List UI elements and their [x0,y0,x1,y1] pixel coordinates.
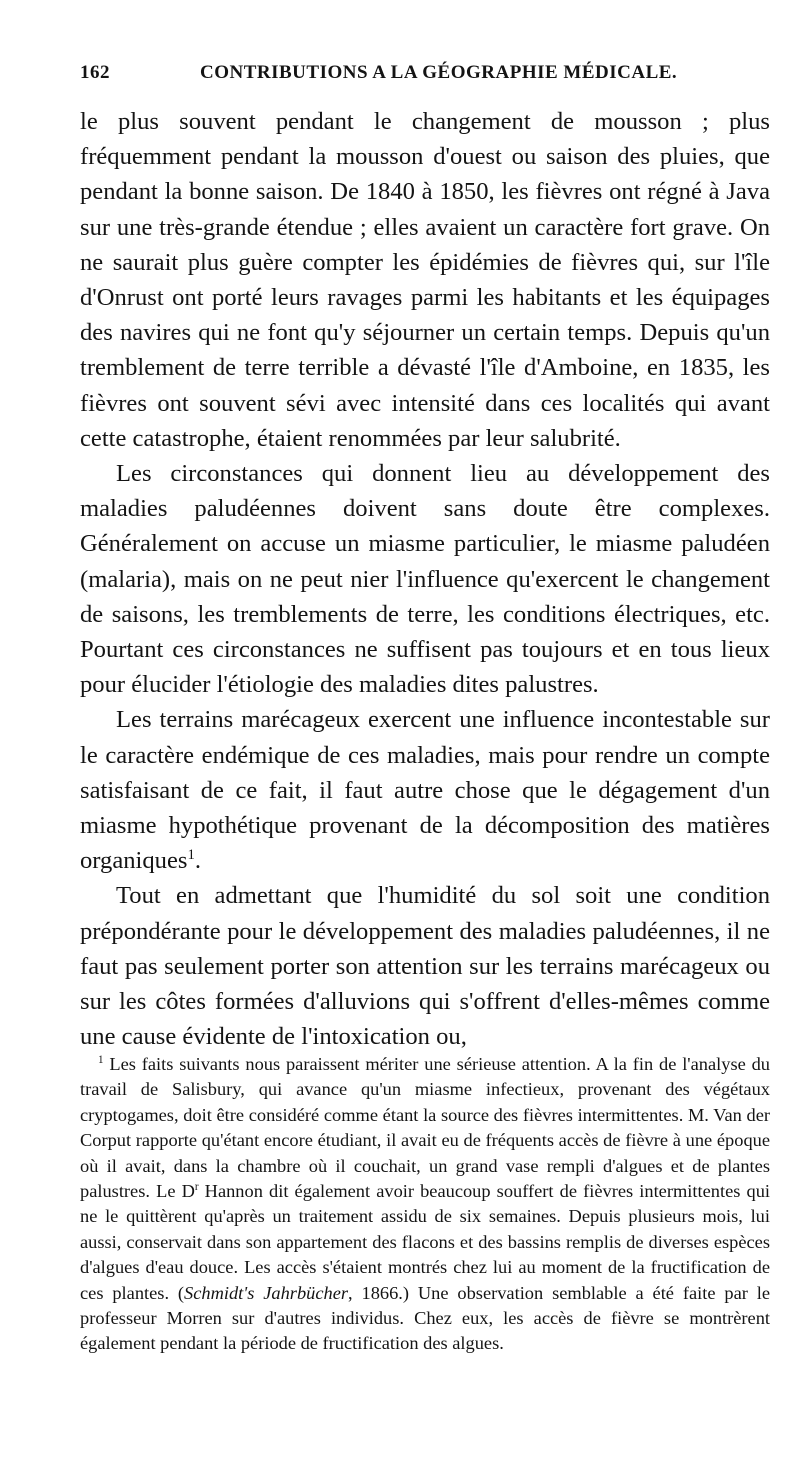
footnote-text-c: , 1866.) Une observation semblable a été faite par le professeur Morren sur d'autres individus. Chez eux, les accès de fièvre se montrèrent également pendant la période de fructification des algues. [80,1282,770,1354]
paragraph-2: Les circonstances qui donnent lieu au développement des maladies paludéennes doivent sans doute être complexes. Généralement on accuse un miasme particulier, le miasme paludéen (malaria), mais on ne peut nier l'influence qu'exercent le changement de saisons, les tremblements de terre, les conditions électriques, etc. Pourtant ces circonstances ne suffisent pas toujours et en tous lieux pour élucider l'étiologie des maladies dites palustres. [80,460,770,699]
main-text [80,104,770,1054]
page-number: 162 [80,62,110,83]
paragraph-1: le plus souvent pendant le changement de mousson ; plus fréquemment pendant la mousson d'ouest ou saison des pluies, que pendant la bonne saison. De 1840 à 1850, les fièvres ont régné à Java sur une très-grande étendue ; elles avaient un caractère fort grave. On ne saurait plus guère compter les épidémies de fièvres qui, sur l'île d'Onrust ont porté leurs ravages parmi les habitants et les équipages des navires qui ne font qu'y séjourner un certain temps. Depuis qu'un tremblement de terre terrible a dévasté l'île d'Amboine, en 1835, les fièvres ont souvent sévi avec intensité dans ces localités qui avant cette catastrophe, étaient renommées par leur salubrité. [80,108,770,452]
footnote-text-a: Les faits suivants nous paraissent mériter une sérieuse attention. A la fin de l'analyse du travail de Salisbury, qui avance qu'un miasme infectieux, provenant des végétaux cryptogames, doit être considéré comme étant la source des fièvres intermittentes. M. Van der Corput rapporte qu'étant encore étudiant, il avait eu de fréquents accès de fièvre à une époque où il avait, dans la chambre où il couchait, un grand vase rempli d'algues et de plantes palustres. Le D [80,1054,770,1202]
paragraph-3 [80,702,770,878]
footnotes [80,1052,770,1357]
doctor-abbrev-sup: r [194,1180,199,1193]
paragraph-3-end: . [194,847,201,875]
footnote-citation: Schmidt's Jahrbücher [184,1282,349,1303]
paragraph-4: Tout en admettant que l'humidité du sol soit une condition prépondérante pour le développement des maladies paludéennes, il ne faut pas seulement porter son attention sur les terrains marécageux ou sur les côtes formées d'alluvions qui s'offrent d'elles-mêmes comme une cause évidente de l'intoxication ou, [80,882,770,1051]
footnote-text-b: Hannon dit également avoir beaucoup souffert de fièvres intermittentes qui ne le quittèrent qu'après un traitement assidu de six semaines. Depuis plusieurs mois, lui aussi, conservait dans son appartement des flacons et des bassins remplis de diverses espèces d'algues d'eau douce. Les accès s'étaient montrés chez lui au moment de la fructification de ces plantes. ( [80,1181,771,1303]
footnote-mark: 1 [98,1053,104,1066]
running-title: CONTRIBUTIONS A LA GÉOGRAPHIE MÉDICALE. [200,62,678,83]
page-header [80,62,770,92]
footnote-reference: 1 [187,847,195,864]
footnote-1 [80,1052,770,1357]
paragraph-3-text: Les terrains marécageux exercent une influence incontestable sur le caractère endémique de ces maladies, mais pour rendre un compte satisfaisant de ce fait, il faut autre chose que le dégagement d'un miasme hypothétique provenant de la décomposition des matières organiques [80,706,770,875]
